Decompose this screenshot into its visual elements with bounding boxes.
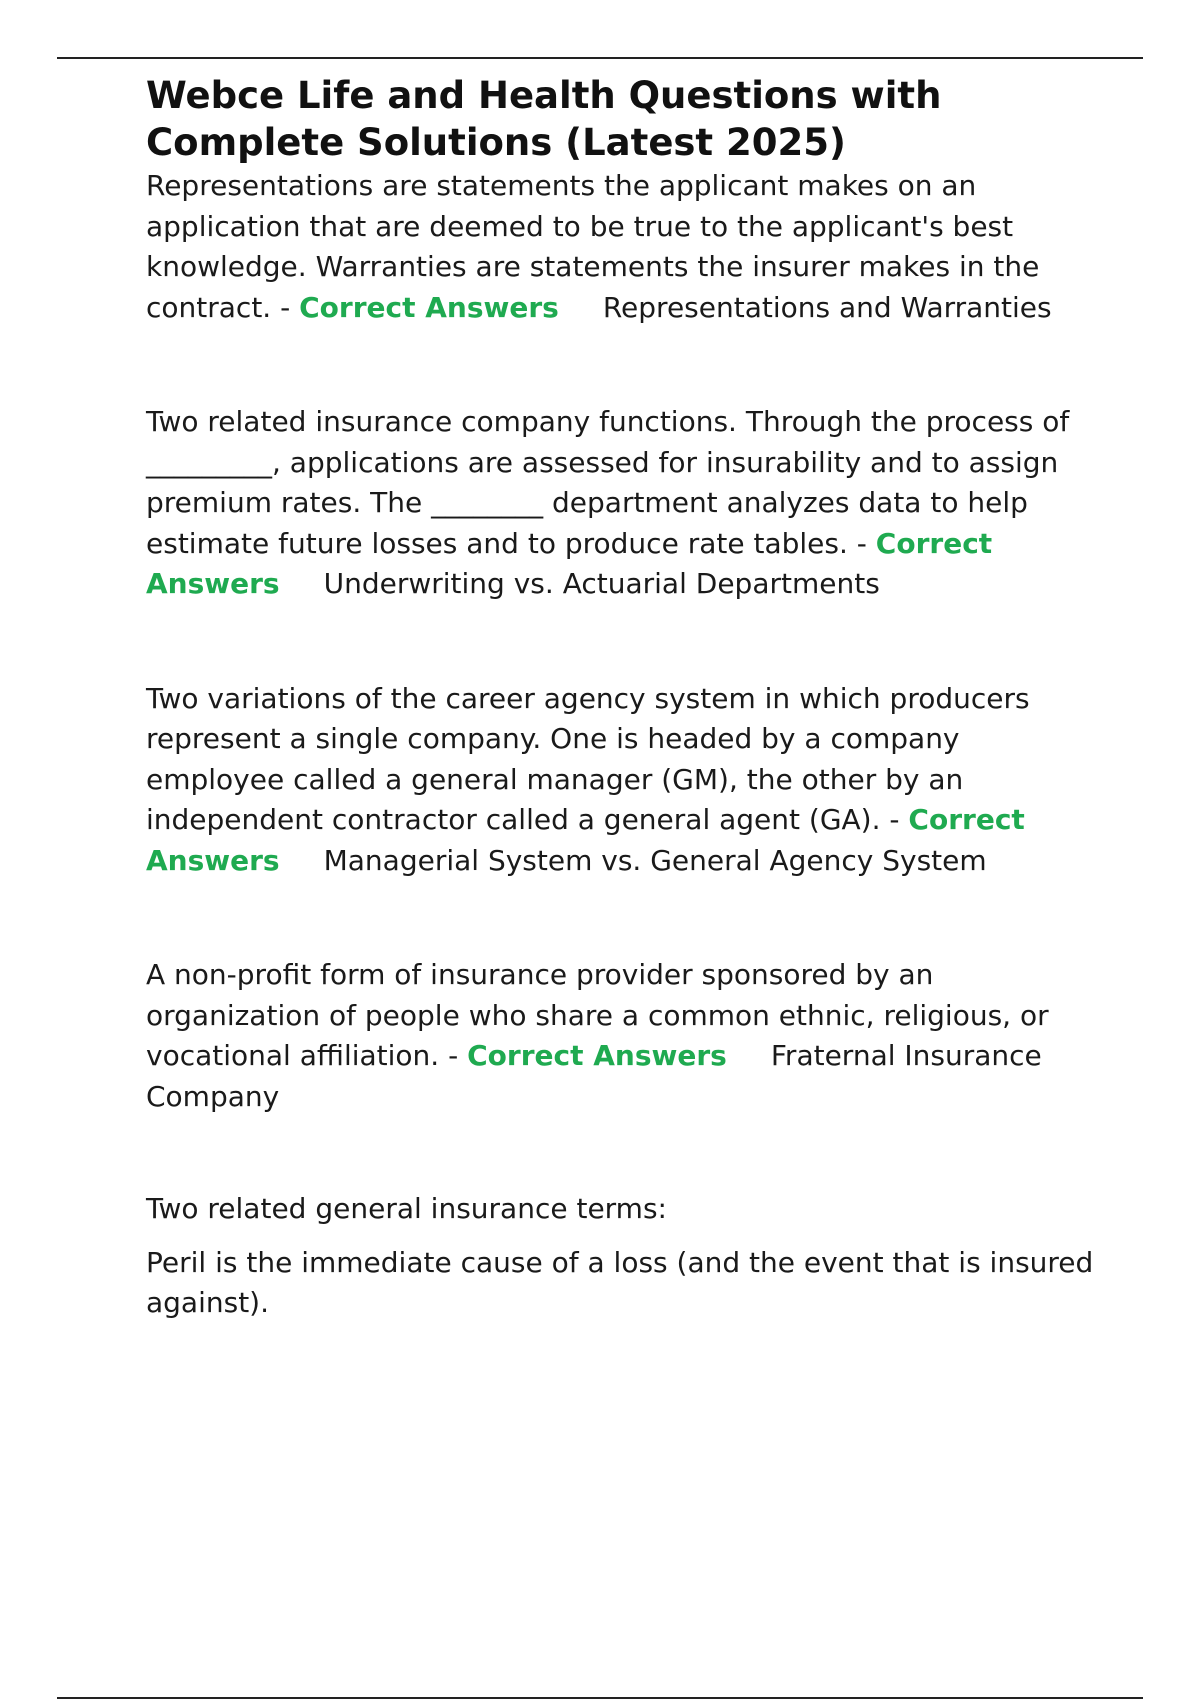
question-text: Two variations of the career agency system in which producers represent a single company. One is headed by a company employee called a general manager (GM), the other by an independent contractor called a general agent (GA). -: [146, 681, 1030, 836]
question-text: A non-profit form of insurance provider sponsored by an organization of people who share a common ethnic, religious, or vocational affiliation. -: [146, 958, 1049, 1072]
qa-item-1: [146, 166, 1096, 328]
document-body: [146, 72, 1096, 1324]
bottom-rule: [57, 1697, 1143, 1699]
document-title: [146, 72, 1096, 166]
qa-item-3: [146, 679, 1096, 882]
qa-item-2: [146, 402, 1096, 605]
correct-answers-label: Correct Answers: [299, 290, 559, 324]
question-text: Two related insurance company functions. Through the process of _________, applications are assessed for insurability and to assign premium rates. The ________ department analyzes data to help estimate future losses and to produce rate tables. -: [146, 405, 1070, 560]
answer-text: Representations and Warranties: [602, 290, 1052, 324]
question-text: Representations are statements the applicant makes on an application that are deemed to be true to the applicant's best knowledge. Warranties are statements the insurer makes in the contract. -: [146, 169, 1040, 324]
trailing-paragraph: Peril is the immediate cause of a loss (and the event that is insured against).: [146, 1245, 1094, 1319]
correct-answers-label: Correct Answers: [146, 803, 1025, 877]
answer-text: Fraternal Insurance Company: [146, 1039, 1042, 1113]
top-rule: [57, 57, 1143, 59]
trailing-heading: Two related general insurance terms:: [146, 1192, 667, 1225]
correct-answers-label: Correct Answers: [467, 1039, 727, 1072]
title-line-1: Webce Life and Health Questions with: [146, 74, 942, 117]
title-line-2: Complete Solutions (Latest 2025): [146, 121, 846, 164]
correct-answers-label: Correct Answers: [146, 526, 993, 600]
qa-item-4: [146, 955, 1096, 1117]
answer-text: Underwriting vs. Actuarial Departments: [323, 567, 880, 600]
answer-text: Managerial System vs. General Agency System: [323, 843, 987, 877]
